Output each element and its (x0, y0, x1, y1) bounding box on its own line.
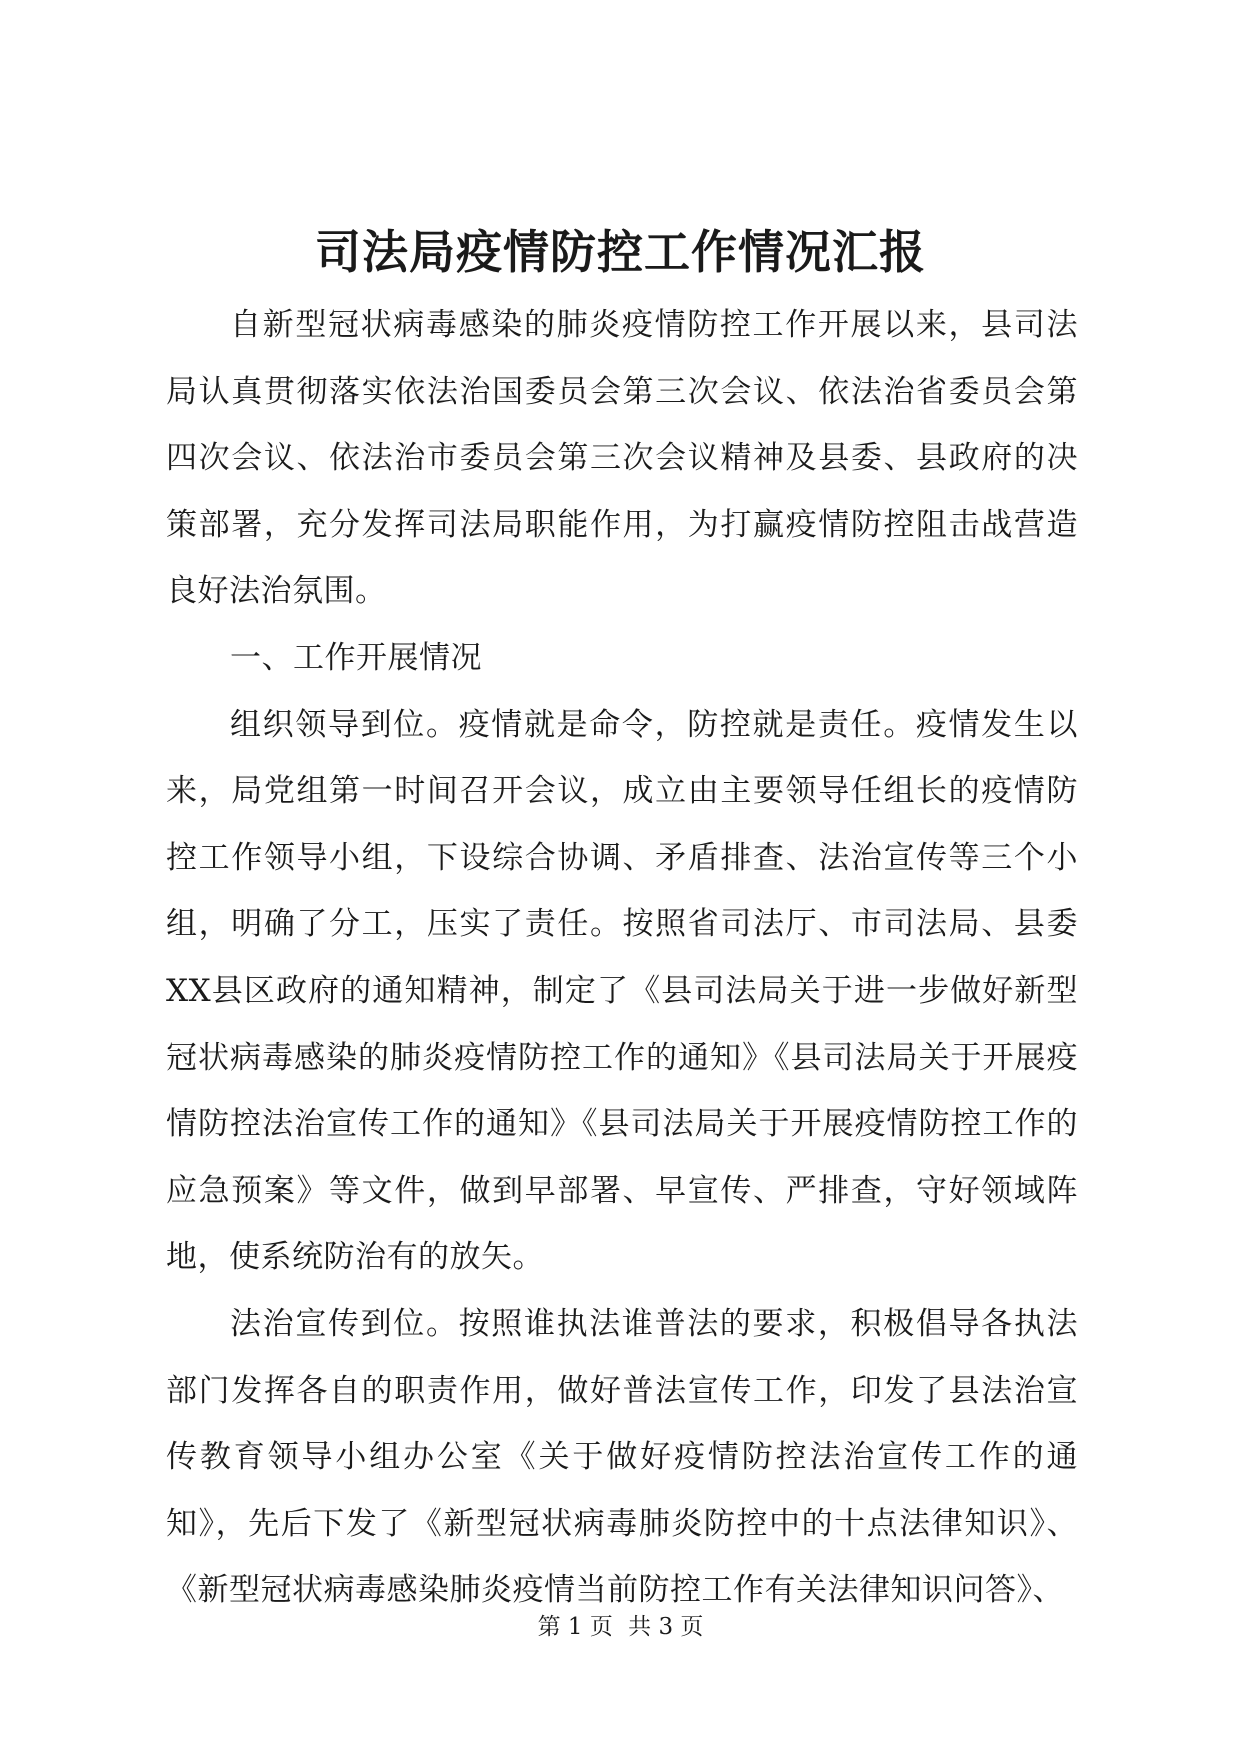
paragraph-intro: 自新型冠状病毒感染的肺炎疫情防控工作开展以来，县司法局认真贯彻落实依法治国委员会第三次会议、依法治省委员会第四次会议、依法治市委员会第三次会议精神及县委、县政府的决策部署，充分发挥司法局职能作用，为打赢疫情防控阻击战营造良好法治氛围。 (166, 307, 1078, 610)
page-number: 第 1 页 (537, 1614, 613, 1640)
document-title: 司法局疫情防控工作情况汇报 (315, 225, 926, 279)
page-total: 共 3 页 (628, 1614, 704, 1640)
page-footer (0, 1612, 1241, 1642)
document-body (166, 292, 1078, 1624)
section-heading: 一、工作开展情况 (230, 639, 482, 676)
paragraph-publicity: 法治宣传到位。按照谁执法谁普法的要求，积极倡导各执法部门发挥各自的职责作用，做好普法宣传工作，印发了县法治宣传教育领导小组办公室《关于做好疫情防控法治宣传工作的通知》，先后下发了《新型冠状病毒肺炎防控中的十点法律知识》、《新型冠状病毒感染肺炎疫情当前防控工作有关法律知识问答》、 (166, 1305, 1078, 1609)
paragraph-organization: 组织领导到位。疫情就是命令，防控就是责任。疫情发生以来，局党组第一时间召开会议，成立由主要领导任组长的疫情防控工作领导小组，下设综合协调、矛盾排查、法治宣传等三个小组，明确了分工，压实了责任。按照省司法厅、市司法局、县委XX县区政府的通知精神，制定了《县司法局关于进一步做好新型冠状病毒感染的肺炎疫情防控工作的通知》《县司法局关于开展疫情防控法治宣传工作的通知》《县司法局关于开展疫情防控工作的应急预案》等文件，做到早部署、早宣传、严排查，守好领域阵地，使系统防治有的放矢。 (166, 706, 1078, 1276)
